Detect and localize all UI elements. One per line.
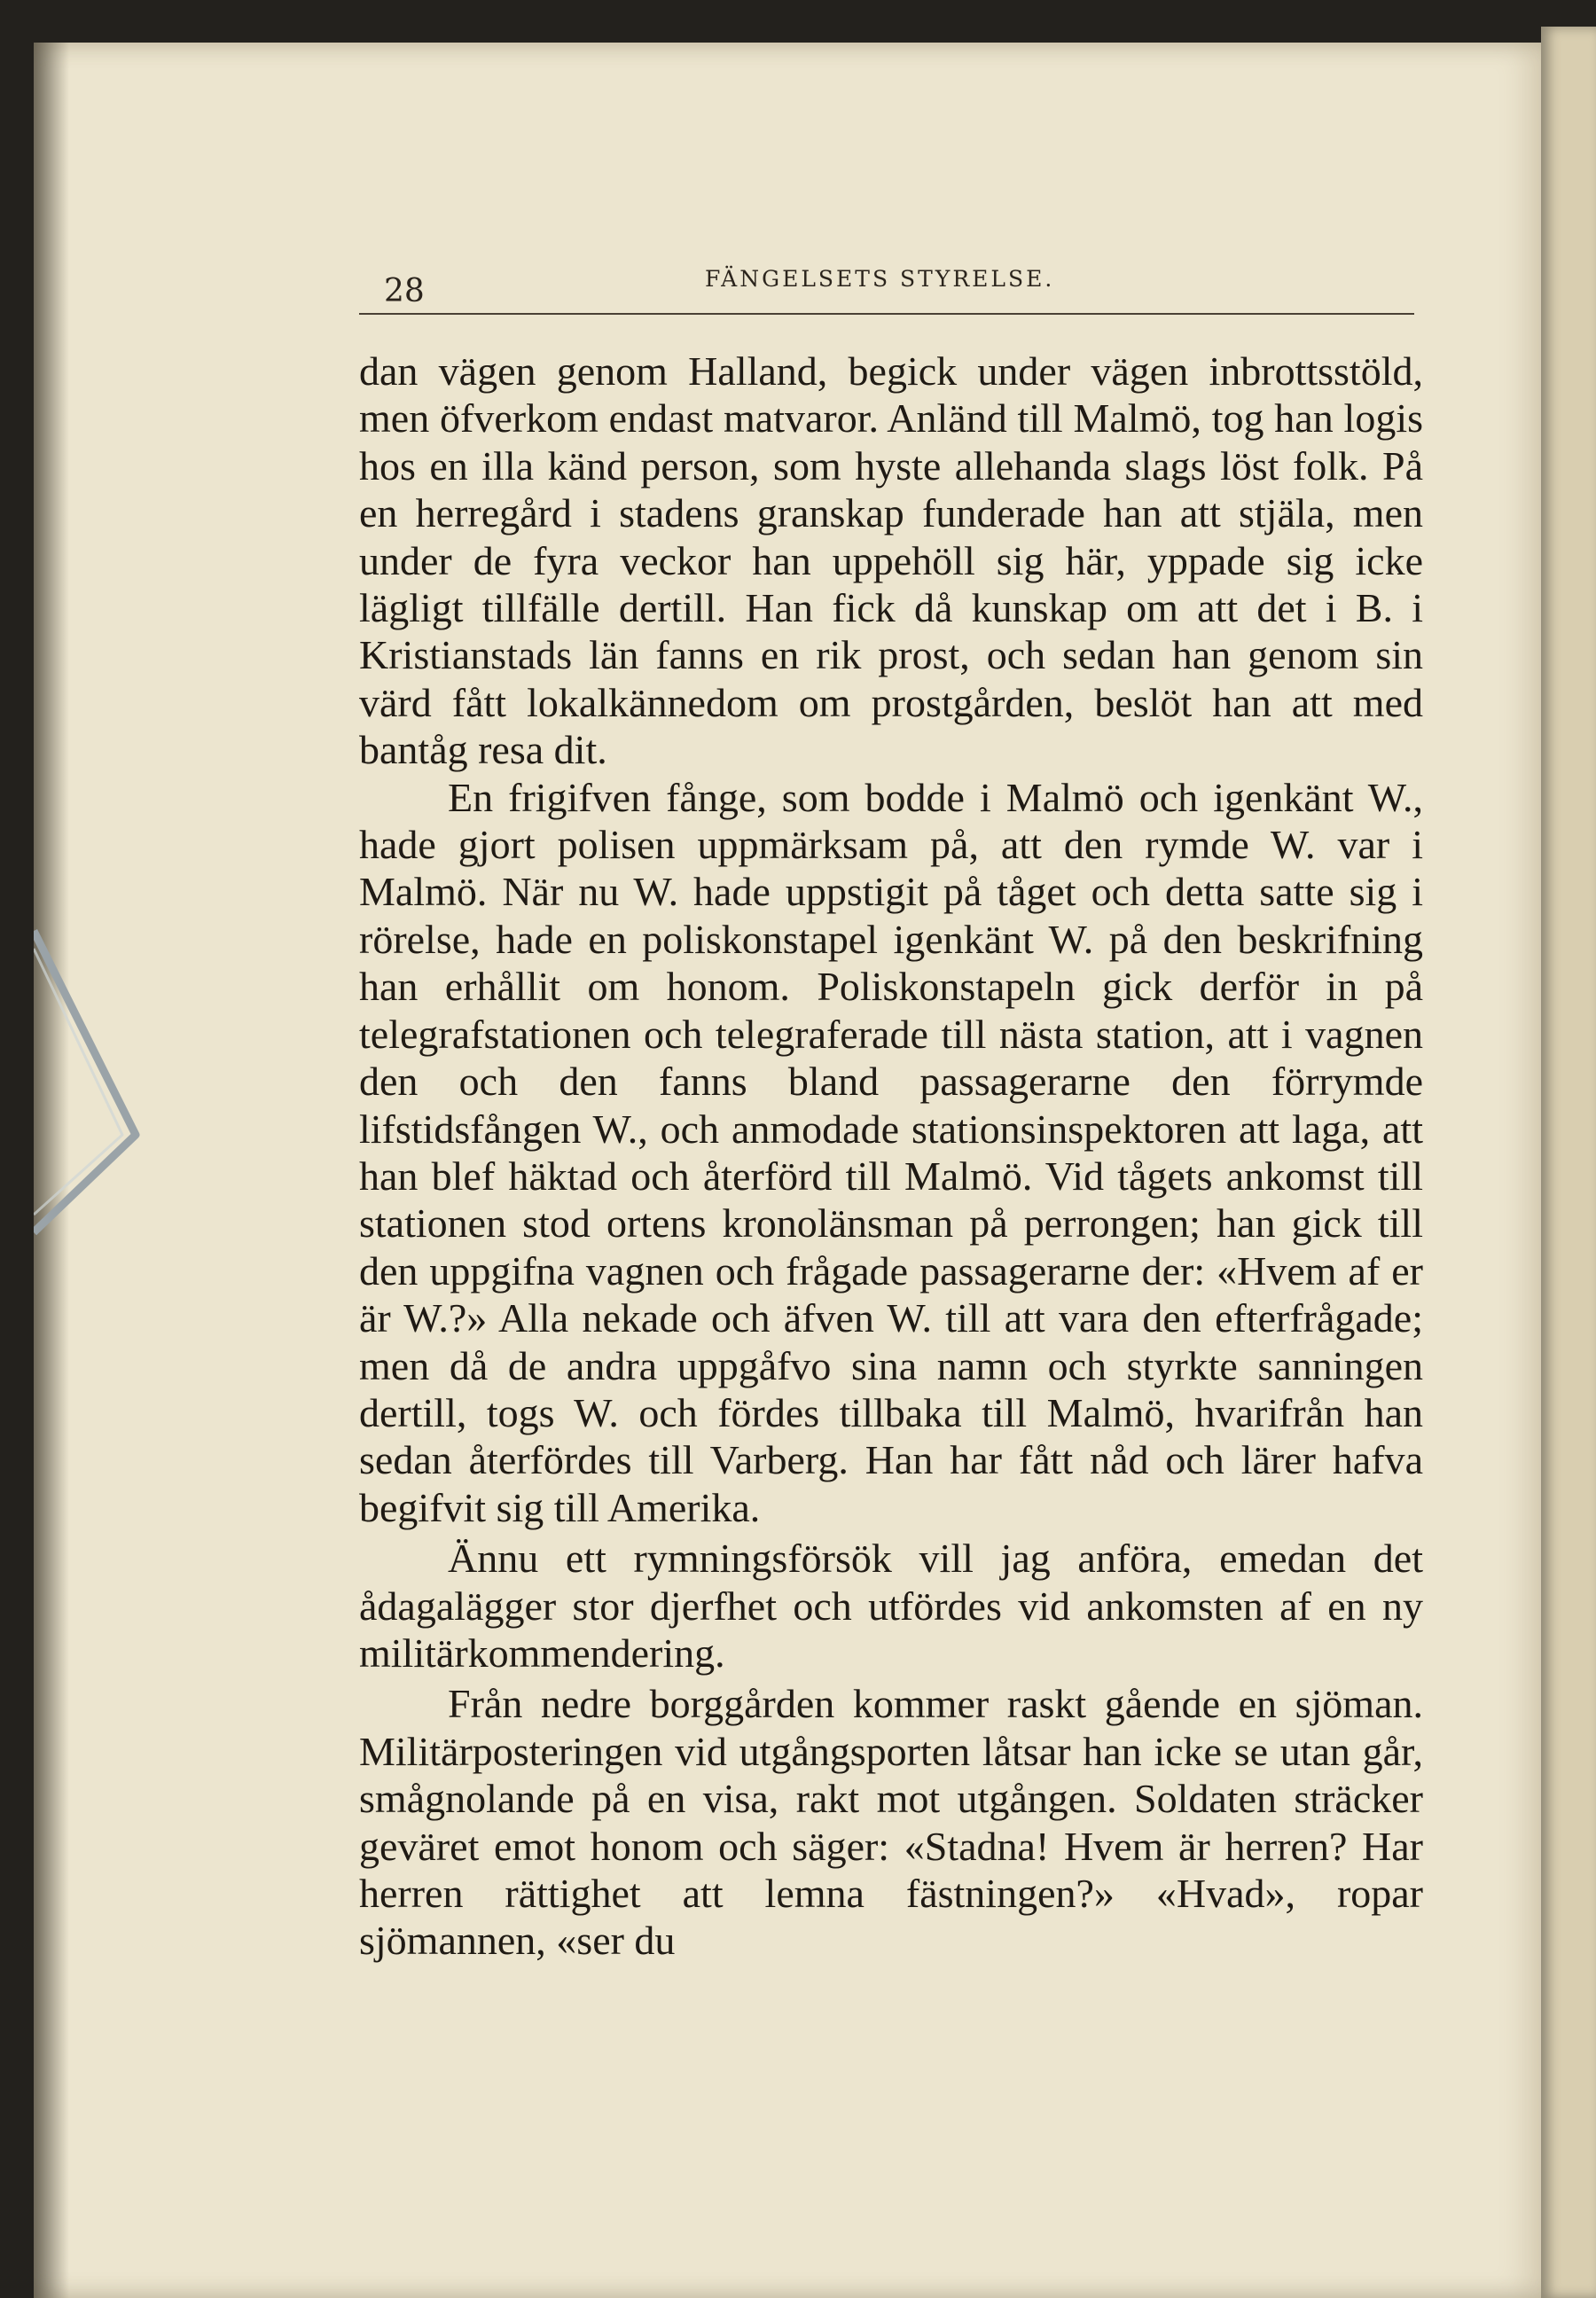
header-rule: [359, 313, 1414, 315]
paragraph-3: Ännu ett rymningsförsök vill jag anföra, emedan det ådagalägger stor djerfhet och utfördes vid ankomsten af en ny militärkommendering.: [359, 1536, 1423, 1676]
next-page-edge: [1541, 27, 1596, 2298]
page-number: 28: [384, 273, 425, 309]
paragraph-1: dan vägen genom Halland, begick under vägen inbrottsstöld, men öfverkom endast matvaror. Anländ till Malmö, tog han logis hos en illa känd person, som hyste allehanda slags löst folk. På en herregård i stadens granskap funderade han att stjäla, men under de fyra veckor han uppehöll sig här, yppade sig icke lägligt tillfälle dertill. Han fick då kunskap om att det i B. i Kristianstads län fanns en rik prost, och sedan han genom sin värd fått lokalkännedom om prostgården, beslöt han att med bantåg resa dit.: [359, 348, 1423, 773]
page-header: [359, 257, 1414, 310]
body-text: [359, 348, 1423, 1965]
running-head: FÄNGELSETS STYRELSE.: [705, 266, 1055, 292]
paragraph-2: En frigifven fånge, som bodde i Malmö och igenkänt W., hade gjort polisen uppmärksam på, att den rymde W. var i Malmö. När nu W. hade uppstigit på tåget och detta satte sig i rörelse, hade en poliskonstapel igenkänt W. på den beskrifning han erhållit om honom. Poliskonstapeln gick derför in på telegrafstationen och telegraferade till nästa station, att i vagnen den och den fanns bland passagerarne den förrymde lifstidsfången W., och anmodade stationsinspektoren att laga, att han blef häktad och återförd till Malmö. Vid tågets ankomst till stationen stod ortens kronolänsman på perrongen; han gick till den uppgifna vagnen och frågade passagerarne der: «Hvem af er är W.?» Alla nekade och äfven W. till att vara den efterfrågade; men då de andra uppgåfvo sina namn och styrkte sanningen dertill, togs W. och fördes tillbaka till Malmö, hvarifrån han sedan återfördes till Varberg. Han har fått nåd och lärer hafva begifvit sig till Amerika.: [359, 774, 1423, 1530]
paragraph-4: Från nedre borggården kommer raskt gående en sjöman. Militärposteringen vid utgångsporten låtsar han icke se utan går, smågnolande på en visa, rakt mot utgången. Soldaten sträcker geväret emot honom och säger: «Stadna! Hvem är herren? Har herren rättighet att lemna fästningen?» «Hvad», ropar sjömannen, «ser du: [359, 1681, 1423, 1964]
bookmark-ribbon: [34, 913, 158, 1250]
